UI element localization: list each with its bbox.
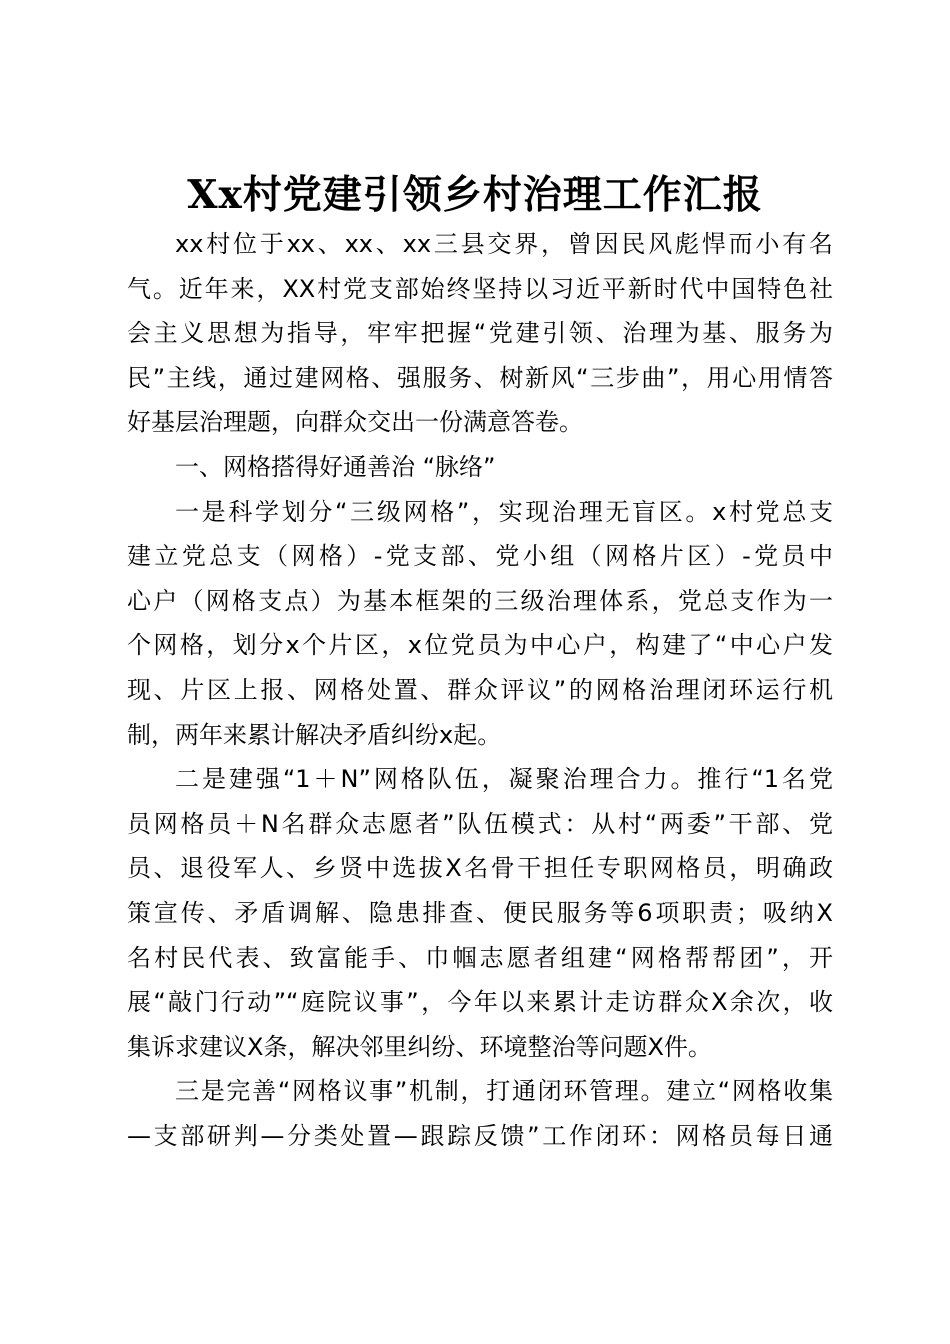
text-line: 一是科学划分“三级网格”，实现治理无盲区。x村党总支 — [175, 497, 833, 526]
text-line: 现、片区上报、网格处置、群众评议”的网格治理闭环运行机 — [127, 675, 833, 704]
paragraph-grid-mechanism — [127, 1069, 833, 1158]
text-line: 气。近年来，XX村党支部始终坚持以习近平新时代中国特色社 — [127, 274, 833, 303]
text-line: 策宣传、矛盾调解、隐患排查、便民服务等6项职责；吸纳X — [127, 898, 833, 927]
text-line: 民”主线，通过建网格、强服务、树新风“三步曲”，用心用情答 — [127, 363, 833, 392]
text-line: 个网格，划分x个片区，x位党员为中心户，构建了“中心户发 — [127, 631, 833, 660]
text-line: 一、网格搭得好通善治 “脉络” — [175, 452, 496, 481]
text-line: 展“敲门行动”“庭院议事”，今年以来累计走访群众X余次，收 — [127, 988, 833, 1017]
document-title: Xx村党建引领乡村治理工作汇报 — [187, 172, 763, 218]
paragraph-grid-team — [127, 757, 833, 1069]
text-line: 名村民代表、致富能手、巾帼志愿者组建“网格帮帮团”，开 — [127, 943, 833, 972]
text-line: 建立党总支（网格）-党支部、党小组（网格片区）-党员中 — [127, 542, 833, 571]
text-line: 员、退役军人、乡贤中选拔X名骨干担任专职网格员，明确政 — [127, 854, 833, 883]
section-heading-1 — [127, 445, 833, 490]
text-line: 三是完善“网格议事”机制，打通闭环管理。建立“网格收集 — [175, 1077, 833, 1106]
text-line: xx村位于xx、xx、xx三县交界，曾因民风彪悍而小有名 — [175, 230, 833, 258]
text-line: 二是建强“1＋N”网格队伍，凝聚治理合力。推行“1名党 — [175, 765, 833, 794]
text-line: —支部研判—分类处置—跟踪反馈”工作闭环：网格员每日通 — [127, 1121, 833, 1150]
text-line: 集诉求建议X条，解决邻里纠纷、环境整治等问题X件。 — [127, 1032, 712, 1061]
paragraph-intro — [127, 222, 833, 445]
text-line: 会主义思想为指导，牢牢把握“党建引领、治理为基、服务为 — [127, 319, 833, 348]
text-line: 员网格员＋N名群众志愿者”队伍模式：从村“两委”干部、党 — [127, 809, 833, 838]
text-line: 制，两年来累计解决矛盾纠纷x起。 — [127, 720, 502, 749]
text-line: 好基层治理题，向群众交出一份满意答卷。 — [127, 408, 583, 437]
paragraph-grid-division — [127, 490, 833, 758]
document-body — [127, 222, 833, 1158]
text-line: 心户（网格支点）为基本框架的三级治理体系，党总支作为一 — [127, 586, 833, 615]
